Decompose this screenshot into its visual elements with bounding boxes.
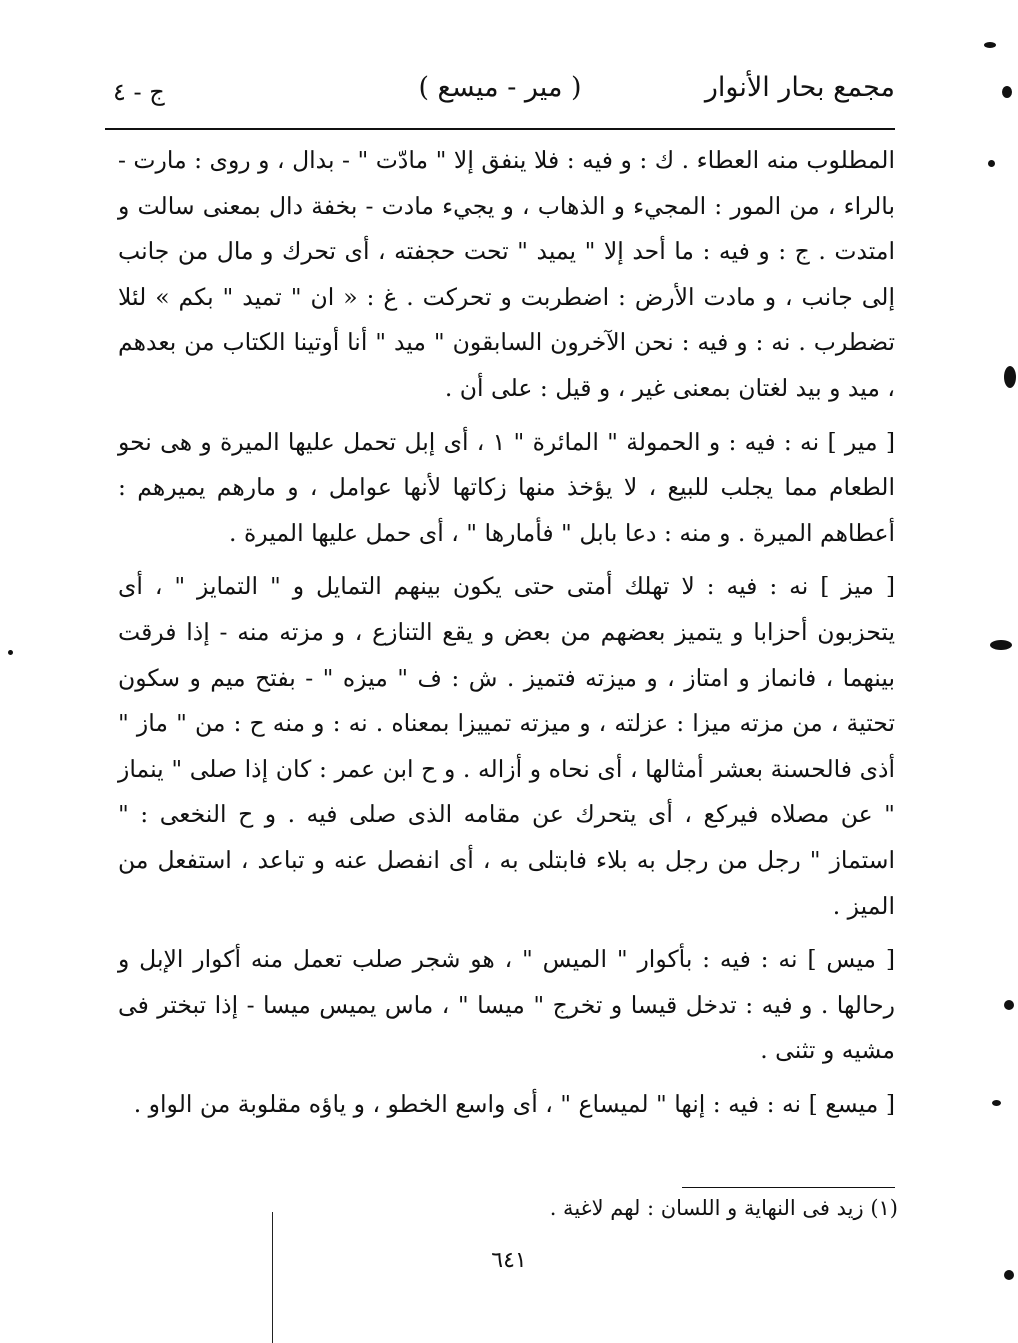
entry-miz: [ ميز ] نه : فيه : لا تهلك أمتى حتى يكون بينهم التمايل و " التمايز " ، أى يتحزبون أحزابا و يتميز بعضهم من بعض و يقع التنازع ، و مزته منه - إذا فرقت بينهما ، فانماز و امتاز ، و ميزته فتميز . ش : ف " ميزه " - بفتح ميم و سكون تحتية ، من مزته ميزا : عزلته ، و ميزته تمييزا بمعناه . نه : و منه ح : من " ماز " أذى فالحسنة بعشر أمثالها ، أى نحاه و أزاله . و ح ابن عمر : كان إذا صلى " ينماز " عن مصلاه فيركع ، أى يتحرك عن مقامه الذى صلى فيه . و ح النخعى : " استماز " رجل من رجل به بلاء فابتلى به ، أى انفصل عنه و تباعد ، استفعل من الميز . [118, 572, 895, 920]
scan-speck [992, 1100, 1001, 1106]
entry-mis: [ ميس ] نه : فيه : بأكوار " الميس " ، هو شجر صلب تعمل منه أكوار الإبل و رحالها . و فيه : تدخل قيسا و تخرج " ميسا " ، ماس يميس ميسا - إذا تبختر فى مشيه و تثنى . [118, 945, 895, 1065]
scan-speck [1004, 1270, 1014, 1280]
book-title: مجمع بحار الأنوار [704, 72, 895, 103]
entry-maysa: [ ميسع ] نه : فيه : إنها " لميساع " ، أى واسع الخطو ، و ياؤه مقلوبة من الواو . [133, 1089, 895, 1118]
entry-mir: [ مير ] نه : فيه : و الحمولة " المائرة " ١ ، أى إبل تحمل عليها الميرة و هى نحو الطعام مما يجلب للبيع ، لا يؤخذ منها زكاتها لأنها عوامل ، و مارهم يميرهم : أعطاهم الميرة . و منه : دعا بابل " فأمارها " ، أى حمل عليها الميرة . [118, 427, 895, 547]
scan-speck [1002, 86, 1012, 98]
scan-speck [988, 160, 995, 167]
paragraph-continuation: المطلوب منه العطاء . ك : و فيه : فلا ينفق إلا " مادّت " - بدال ، و روى : مارت - بالراء ، من المور : المجيء و الذهاب ، و يجيء مادت - بخفة دال بمعنى سالت و امتدت . ج : و فيه : ما أحد إلا " يميد " تحت حجفته ، أى تحرك و مال من جانب إلى جانب ، و مادت الأرض : اضطربت و تحركت . غ : « ان " تميد " بكم » لئلا تضطرب . نه : و فيه : نحن الآخرون السابقون " ميد " أنا أوتينا الكتاب من بعدهم ، ميد و بيد لغتان بمعنى غير ، و قيل : على أن . [118, 146, 895, 402]
footnote: (١) زيد فى النهاية و اللسان : لهم لاغية . [549, 1196, 898, 1220]
scan-speck [8, 650, 13, 655]
entry-range: ( مير - ميسع ) [418, 72, 582, 103]
scan-speck [1004, 1000, 1014, 1010]
volume-number: ج - ٤ [113, 78, 165, 106]
scan-speck [990, 640, 1012, 650]
scan-speck [1004, 366, 1016, 388]
header-rule [105, 128, 895, 130]
scan-speck [984, 42, 996, 48]
footnote-rule [682, 1187, 895, 1188]
binding-edge-line [272, 1212, 273, 1343]
page-number: ٦٤١ [491, 1248, 527, 1273]
text-body [118, 138, 895, 1135]
running-header [105, 72, 895, 122]
